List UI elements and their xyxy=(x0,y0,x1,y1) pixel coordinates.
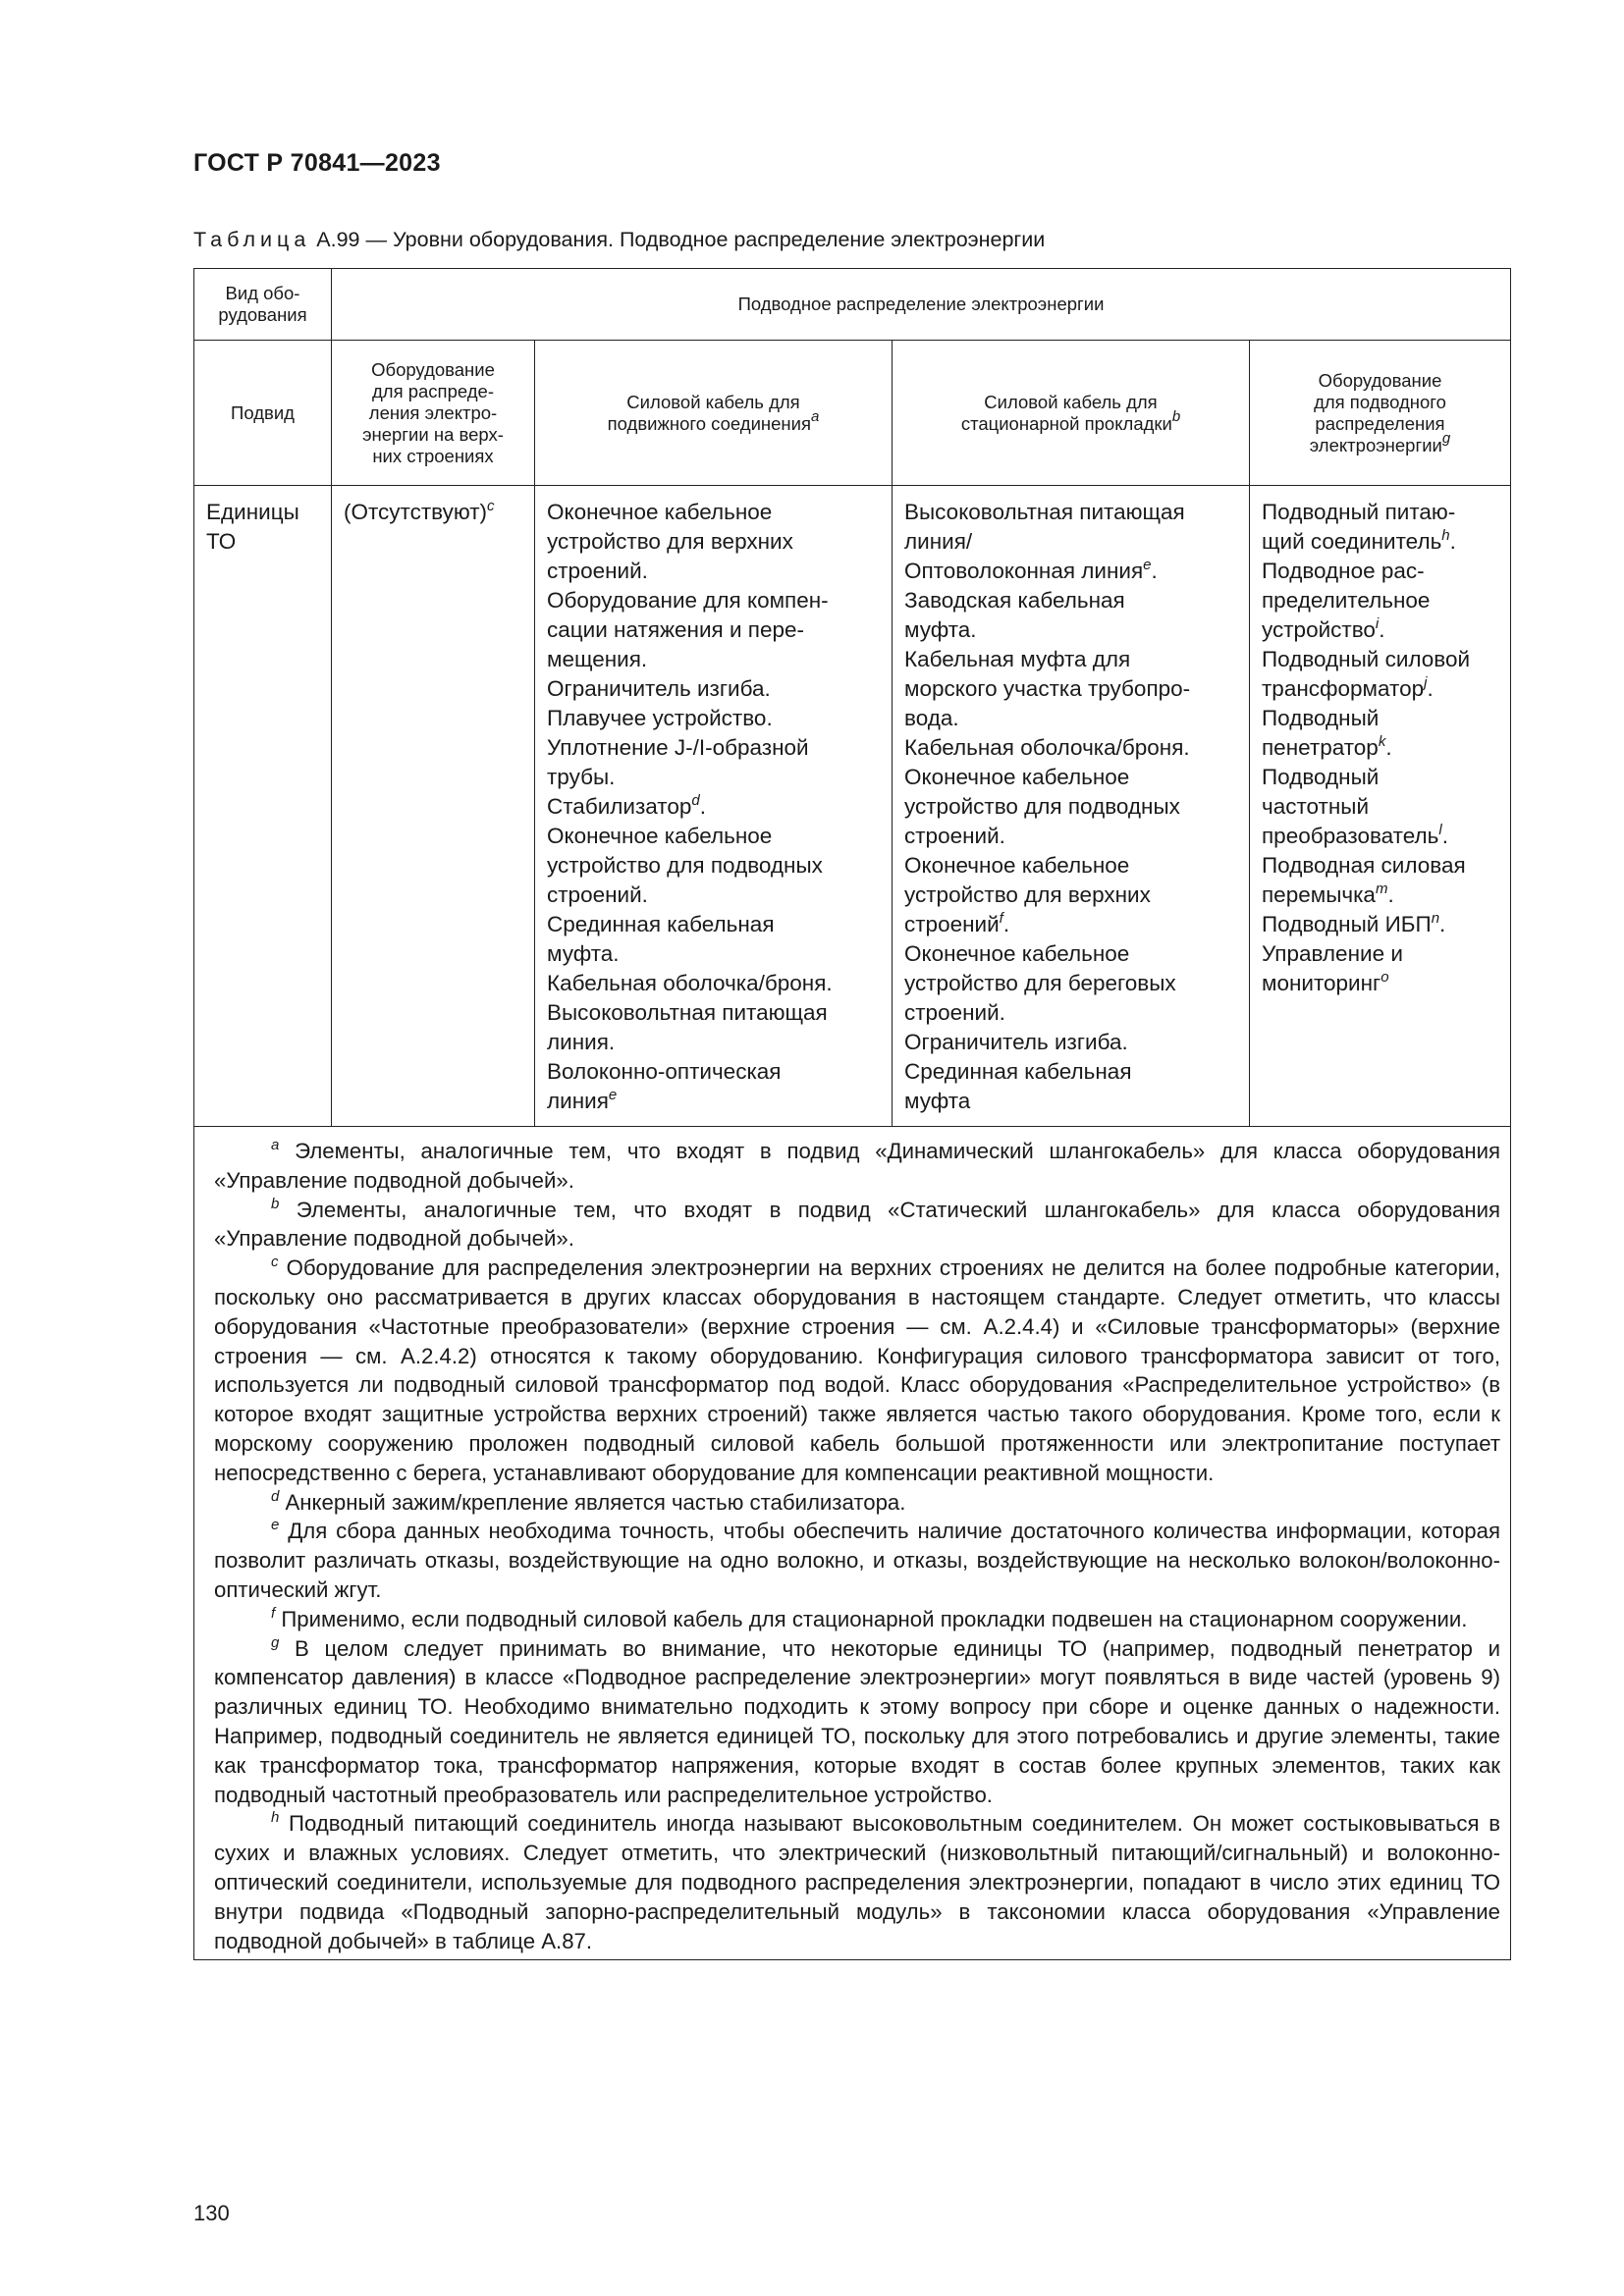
body-topside-text: (Отсутствуют) xyxy=(344,500,488,524)
cell-line-text: строений. xyxy=(547,882,648,907)
cell-line-text: трубы. xyxy=(547,765,616,789)
cell-line xyxy=(547,645,882,674)
cell-line-text: сации натяжения и пере- xyxy=(547,617,805,642)
cell-line-text: Оконечное кабельное xyxy=(904,853,1130,878)
cell-line xyxy=(547,969,882,998)
footnote-ref: e xyxy=(608,1087,618,1103)
cell-line xyxy=(547,998,882,1028)
footnote-ref: i xyxy=(1375,615,1380,632)
table-footnotes xyxy=(194,1127,1511,1960)
cell-line xyxy=(1262,792,1500,822)
footnote-ref: d xyxy=(691,792,700,809)
footnote-ref: f xyxy=(999,910,1003,927)
footnote-marker: a xyxy=(271,1137,280,1153)
header-equipment-type xyxy=(194,269,332,341)
cell-line xyxy=(904,645,1239,674)
cell-line xyxy=(904,851,1239,881)
cell-line xyxy=(547,881,882,910)
cell-line-text: мониторинг xyxy=(1262,971,1381,995)
cell-line-text: строений. xyxy=(904,1000,1005,1025)
table-header-row-2 xyxy=(194,341,1511,486)
cell-line-punct: . xyxy=(1151,559,1158,583)
table-caption xyxy=(193,228,1045,252)
cell-line-text: Подводный силовой xyxy=(1262,647,1471,671)
footnote-marker: h xyxy=(271,1809,280,1827)
caption-text: А.99 — Уровни оборудования. Подводное распределение электроэнергии xyxy=(310,228,1046,251)
footnote-ref: k xyxy=(1378,733,1386,750)
cell-line xyxy=(547,704,882,733)
footnote-ref: j xyxy=(1424,674,1428,691)
cell-line-text: Кабельная оболочка/броня. xyxy=(547,971,833,995)
cell-line-text: линия/ xyxy=(904,529,973,554)
cell-line-text: устройство для подводных xyxy=(904,794,1180,819)
cell-line xyxy=(547,527,882,557)
header-col-static-cable xyxy=(893,341,1250,486)
cell-line xyxy=(1262,763,1500,792)
cell-line-text: Подводный xyxy=(1262,706,1380,730)
cell-line xyxy=(904,674,1239,704)
cell-line-text: Плавучее устройство. xyxy=(547,706,773,730)
cell-line-text: Оборудование для компен- xyxy=(547,588,829,613)
cell-line-punct: . xyxy=(1379,617,1385,642)
header-equipment-type-label: Вид обо- рудования xyxy=(218,283,307,325)
cell-line-text: Оптоволоконная линия xyxy=(904,559,1144,583)
body-static-cable-cell xyxy=(893,486,1250,1127)
cell-line-text: Подводная силовая xyxy=(1262,853,1466,878)
cell-line-text: Подводный ИБП xyxy=(1262,912,1432,936)
cell-line xyxy=(904,910,1239,939)
cell-line xyxy=(904,527,1239,557)
cell-line-text: Срединная кабельная xyxy=(904,1059,1132,1084)
cell-line xyxy=(1262,910,1500,939)
body-topside-cell xyxy=(332,486,535,1127)
cell-line xyxy=(1262,586,1500,615)
body-dynamic-cable-list xyxy=(535,486,892,1126)
cell-line-text: строений. xyxy=(547,559,648,583)
cell-line-punct: . xyxy=(1387,882,1394,907)
cell-line xyxy=(904,763,1239,792)
cell-line xyxy=(547,910,882,939)
cell-line-text: устройство для верхних xyxy=(904,882,1151,907)
footnote-ref: g xyxy=(1441,429,1451,447)
cell-line-text: Ограничитель изгиба. xyxy=(547,676,771,701)
cell-line xyxy=(547,674,882,704)
cell-line-text: Стабилизатор xyxy=(547,794,692,819)
footnote-marker: d xyxy=(271,1487,280,1505)
footnote-text: Для сбора данных необходима точность, чтобы обеспечить наличие достаточного количества информации, которая позволит различать отказы, воздействующие на одно волокно, и отказы, воздействующие на несколько волокон/волоконно-оптический жгут. xyxy=(214,1519,1500,1602)
footnote-a xyxy=(214,1137,1500,1196)
footnote-text: Элементы, аналогичные тем, что входят в подвид «Динамический шлангокабель» для класса оборудования «Управление подводной добычей». xyxy=(214,1139,1500,1193)
footnote-h xyxy=(214,1809,1500,1955)
cell-line xyxy=(547,822,882,851)
cell-line xyxy=(904,969,1239,998)
footnote-text: В целом следует принимать во внимание, что некоторые единицы ТО (например, подводный пенетратор и компенсатор давления) в классе «Подводное распределение электроэнергии» могут появляться в виде частей (уровень 9) различных единиц ТО. Необходимо внимательно подходить к этому вопросу при сборе и оценке данных о надежности. Например, подводный соединитель не является единицей ТО, поскольку для этого потребовались и другие элементы, такие как трансформатор тока, трансформатор напряжения, которые входят в состав более крупных элементов, таких как подводный частотный преобразователь или распределительное устройство. xyxy=(214,1635,1500,1807)
footnote-e xyxy=(214,1517,1500,1604)
cell-line xyxy=(1262,704,1500,733)
cell-line-text: Высоковольтная питающая xyxy=(547,1000,828,1025)
cell-line-text: Подводный xyxy=(1262,765,1380,789)
cell-line-punct: . xyxy=(1449,529,1456,554)
header-subtype xyxy=(194,341,332,486)
cell-line-text: устройство для верхних xyxy=(547,529,793,554)
body-units-cell xyxy=(194,486,332,1127)
cell-line xyxy=(547,557,882,586)
cell-line xyxy=(1262,498,1500,527)
cell-line-text: Оконечное кабельное xyxy=(904,941,1130,966)
body-units-label: Единицы ТО xyxy=(206,500,299,554)
footnote-text: Подводный питающий соединитель иногда называют высоковольтным соединителем. Он может состыковываться в сухих и влажных условиях. Следует отметить, что электрический (низковольтный питающий/сигнальный) и волоконно-оптический соединители, используемые для подводного распределения электроэнергии, попадают в число этих единиц ТО внутри подвида «Подводный запорно-распределительный модуль» в таксономии класса оборудования «Управление подводной добычей» в таблице А.87. xyxy=(214,1811,1500,1953)
cell-line xyxy=(547,498,882,527)
footnote-marker: c xyxy=(271,1254,279,1271)
cell-line xyxy=(547,851,882,881)
header-col-topside-label: Оборудование для распреде- ления электро- энергии на верх- них строениях xyxy=(362,358,504,466)
header-col-dynamic-cable-label: Силовой кабель для подвижного соединения xyxy=(607,391,811,434)
footnote-marker: g xyxy=(271,1633,280,1651)
cell-line-text: пенетратор xyxy=(1262,735,1379,760)
footnote-b xyxy=(214,1196,1500,1255)
caption-label: Таблица xyxy=(193,228,311,251)
cell-line-text: Оконечное кабельное xyxy=(904,765,1130,789)
cell-line-text: частотный xyxy=(1262,794,1370,819)
cell-line-text: Оконечное кабельное xyxy=(547,500,773,524)
cell-line xyxy=(1262,674,1500,704)
cell-line-text: муфта. xyxy=(904,617,977,642)
cell-line xyxy=(1262,527,1500,557)
equipment-table xyxy=(193,268,1511,1960)
header-subtype-label: Подвид xyxy=(231,401,295,423)
header-col-static-cable-label: Силовой кабель для стационарной прокладки xyxy=(960,391,1172,434)
cell-line-text: Волоконно-оптическая xyxy=(547,1059,782,1084)
footnote-ref: m xyxy=(1375,881,1388,897)
body-subsea-equipment-cell xyxy=(1250,486,1511,1127)
cell-line-text: Управление и xyxy=(1262,941,1403,966)
footnote-marker: e xyxy=(271,1517,280,1534)
cell-line-punct: . xyxy=(699,794,706,819)
footnote-ref: e xyxy=(1143,557,1152,573)
cell-line xyxy=(1262,822,1500,851)
footnote-f xyxy=(214,1605,1500,1634)
footnote-ref: n xyxy=(1431,910,1440,927)
header-col-subsea-equipment xyxy=(1250,341,1511,486)
cell-line-text: Ограничитель изгиба. xyxy=(904,1030,1128,1054)
footnote-ref: b xyxy=(1171,407,1181,425)
table-header-row-1 xyxy=(194,269,1511,341)
footnote-marker: f xyxy=(271,1604,276,1622)
cell-line xyxy=(904,792,1239,822)
document-id: ГОСТ Р 70841—2023 xyxy=(193,149,441,177)
cell-line xyxy=(547,763,882,792)
cell-line-text: Уплотнение J-/I-образной xyxy=(547,735,809,760)
cell-line-text: Подводное рас- xyxy=(1262,559,1425,583)
cell-line xyxy=(547,1057,882,1087)
cell-line xyxy=(904,1028,1239,1057)
cell-line-punct: . xyxy=(1427,676,1434,701)
body-static-cable-list xyxy=(893,486,1249,1126)
header-col-topside xyxy=(332,341,535,486)
cell-line-text: строений xyxy=(904,912,1000,936)
header-col-subsea-equipment-label: Оборудование для подводного распределения электроэнергии xyxy=(1309,369,1446,455)
body-dynamic-cable-cell xyxy=(535,486,893,1127)
cell-line-punct: . xyxy=(1441,824,1448,848)
cell-line xyxy=(1262,615,1500,645)
cell-line xyxy=(547,939,882,969)
footnote-c xyxy=(214,1254,1500,1487)
table-notes-row xyxy=(194,1127,1511,1960)
cell-line-punct: . xyxy=(1002,912,1010,936)
cell-line-text: линия. xyxy=(547,1030,616,1054)
cell-line xyxy=(904,498,1239,527)
cell-line xyxy=(547,615,882,645)
footnote-text: Анкерный зажим/крепление является частью стабилизатора. xyxy=(279,1489,906,1515)
cell-line-text: линия xyxy=(547,1089,609,1113)
cell-line-text: перемычка xyxy=(1262,882,1376,907)
footnote-ref: o xyxy=(1380,969,1389,986)
cell-line xyxy=(904,1087,1239,1116)
cell-line xyxy=(904,998,1239,1028)
cell-line xyxy=(904,557,1239,586)
cell-line xyxy=(904,822,1239,851)
page-number: 130 xyxy=(193,2201,230,2225)
cell-line-text: Кабельная муфта для xyxy=(904,647,1131,671)
cell-line xyxy=(1262,969,1500,998)
cell-line-punct: . xyxy=(1439,912,1446,936)
footnote-ref: h xyxy=(1441,527,1450,544)
cell-line-text: трансформатор xyxy=(1262,676,1425,701)
footnote-ref: l xyxy=(1438,822,1442,838)
cell-line xyxy=(547,733,882,763)
footnote-text: Элементы, аналогичные тем, что входят в подвид «Статический шлангокабель» для класса оборудования «Управление подводной добычей». xyxy=(214,1197,1500,1252)
cell-line-text: щий соединитель xyxy=(1262,529,1442,554)
header-col-dynamic-cable xyxy=(535,341,893,486)
header-class-span xyxy=(332,269,1511,341)
cell-line-text: строений. xyxy=(904,824,1005,848)
cell-line-text: устройство для береговых xyxy=(904,971,1176,995)
cell-line-text: устройство для подводных xyxy=(547,853,823,878)
cell-line xyxy=(547,1028,882,1057)
cell-line-text: преобразователь xyxy=(1262,824,1439,848)
cell-line xyxy=(904,586,1239,615)
cell-line xyxy=(1262,851,1500,881)
footnote-marker: b xyxy=(271,1195,280,1212)
cell-line xyxy=(547,1087,882,1116)
cell-line xyxy=(904,939,1239,969)
cell-line xyxy=(547,586,882,615)
cell-line xyxy=(1262,733,1500,763)
cell-line xyxy=(904,881,1239,910)
cell-line-text: Оконечное кабельное xyxy=(547,824,773,848)
header-class-label: Подводное распределение электроэнергии xyxy=(737,294,1105,314)
cell-line xyxy=(904,704,1239,733)
cell-line-text: Срединная кабельная xyxy=(547,912,775,936)
cell-line xyxy=(1262,557,1500,586)
footnote-ref: a xyxy=(811,407,820,425)
cell-line-text: Высоковольтная питающая xyxy=(904,500,1185,524)
cell-line-text: устройство xyxy=(1262,617,1376,642)
cell-line-text: пределительное xyxy=(1262,588,1431,613)
cell-line xyxy=(1262,645,1500,674)
footnote-d xyxy=(214,1488,1500,1518)
footnote-text: Применимо, если подводный силовой кабель для стационарной прокладки подвешен на стационарном сооружении. xyxy=(275,1606,1468,1631)
cell-line-text: муфта. xyxy=(547,941,620,966)
body-subsea-equipment-list xyxy=(1250,486,1510,1008)
cell-line-text: Заводская кабельная xyxy=(904,588,1125,613)
cell-line xyxy=(904,1057,1239,1087)
cell-line-text: муфта xyxy=(904,1089,971,1113)
footnote-ref: c xyxy=(487,498,495,514)
cell-line-text: вода. xyxy=(904,706,959,730)
cell-line-text: Подводный питаю- xyxy=(1262,500,1456,524)
footnote-text: Оборудование для распределения электроэнергии на верхних строениях не делится на более подробные категории, поскольку оно рассматривается в других классах оборудования в настоящем стандарте. Следует отметить, что классы оборудования «Частотные преобразователи» (верхние строения — см. А.2.4.4) и «Силовые трансформаторы» (верхние строения — см. А.2.4.2) относятся к такому оборудованию. Конфигурация силового трансформатора зависит от того, используется ли подводный силовой трансформатор под водой. Класс оборудования «Распределительное устройство» (в которое входят защитные устройства верхних строений) также является частью такого оборудования. Кроме того, если к морскому сооружению проложен подводный силовой кабель большой протяженности или электропитание поступает непосредственно с берега, устанавливают оборудование для компенсации реактивной мощности. xyxy=(214,1255,1500,1485)
cell-line xyxy=(1262,939,1500,969)
cell-line-text: мещения. xyxy=(547,647,648,671)
cell-line-punct: . xyxy=(1385,735,1392,760)
footnote-list xyxy=(194,1127,1510,1959)
cell-line xyxy=(904,615,1239,645)
cell-line xyxy=(1262,881,1500,910)
cell-line xyxy=(904,733,1239,763)
cell-line-text: морского участка трубопро- xyxy=(904,676,1191,701)
table-body-row xyxy=(194,486,1511,1127)
footnote-g xyxy=(214,1634,1500,1810)
cell-line-text: Кабельная оболочка/броня. xyxy=(904,735,1190,760)
cell-line xyxy=(547,792,882,822)
